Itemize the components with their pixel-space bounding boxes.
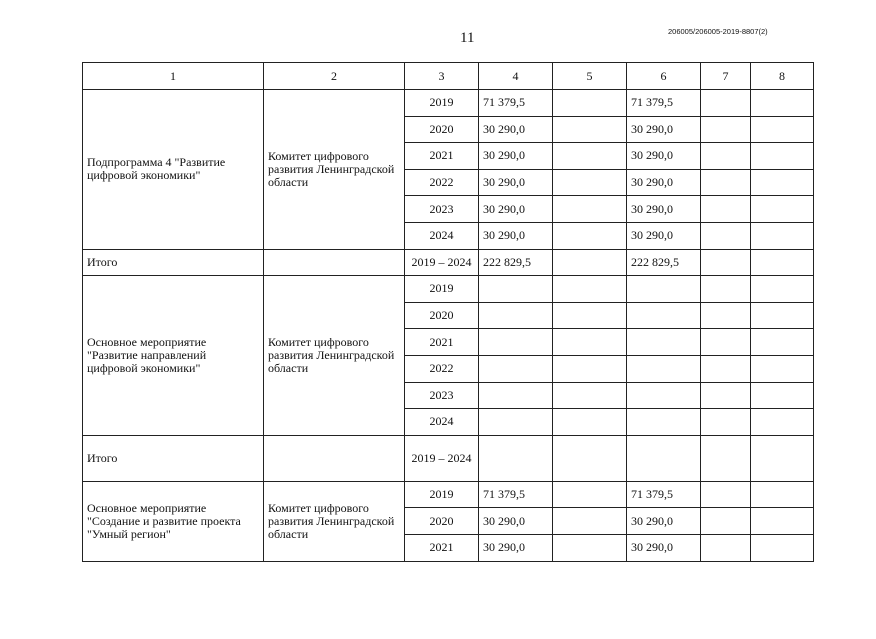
value-cell: [701, 90, 751, 117]
value-cell: [751, 329, 814, 356]
value-cell: [479, 329, 553, 356]
total-row: [83, 249, 814, 276]
value-cell: 71 379,5: [627, 481, 701, 508]
value-cell: [751, 276, 814, 303]
value-cell: [701, 249, 751, 276]
year-cell: 2024: [405, 222, 479, 249]
value-cell: [751, 508, 814, 535]
total-row: [83, 435, 814, 481]
value-cell: [553, 116, 627, 143]
value-cell: [701, 508, 751, 535]
value-cell: [553, 143, 627, 170]
value-cell: 30 290,0: [479, 143, 553, 170]
page-number: 11: [460, 30, 475, 46]
value-cell: [701, 534, 751, 561]
value-cell: [751, 169, 814, 196]
value-cell: [701, 481, 751, 508]
value-cell: [479, 355, 553, 382]
value-cell: [751, 382, 814, 409]
table-row: [83, 481, 814, 508]
value-cell: [751, 249, 814, 276]
value-cell: 30 290,0: [627, 169, 701, 196]
value-cell: [701, 196, 751, 223]
year-cell: 2020: [405, 302, 479, 329]
value-cell: [553, 222, 627, 249]
value-cell: [553, 276, 627, 303]
value-cell: 30 290,0: [627, 222, 701, 249]
value-cell: [553, 196, 627, 223]
column-header: 3: [405, 63, 479, 90]
executor-cell: [264, 435, 405, 481]
value-cell: 30 290,0: [627, 534, 701, 561]
value-cell: [627, 355, 701, 382]
value-cell: [701, 222, 751, 249]
value-cell: [479, 409, 553, 436]
year-cell: 2019: [405, 90, 479, 117]
value-cell: 30 290,0: [479, 222, 553, 249]
value-cell: 71 379,5: [627, 90, 701, 117]
value-cell: [553, 302, 627, 329]
value-cell: 30 290,0: [479, 508, 553, 535]
header-row: [83, 63, 814, 90]
value-cell: [701, 143, 751, 170]
value-cell: 71 379,5: [479, 481, 553, 508]
value-cell: 30 290,0: [479, 116, 553, 143]
period-cell: 2019 – 2024: [405, 249, 479, 276]
value-cell: [751, 116, 814, 143]
value-cell: 222 829,5: [627, 249, 701, 276]
executor-cell: Комитет цифрового развития Ленинградской области: [264, 481, 405, 561]
column-header: 4: [479, 63, 553, 90]
value-cell: [751, 409, 814, 436]
value-cell: [479, 302, 553, 329]
value-cell: [553, 90, 627, 117]
year-cell: 2024: [405, 409, 479, 436]
table-body: [83, 90, 814, 562]
value-cell: [627, 329, 701, 356]
year-cell: 2020: [405, 116, 479, 143]
program-name-cell: Основное мероприятие "Развитие направлений цифровой экономики": [83, 276, 264, 436]
year-cell: 2023: [405, 196, 479, 223]
value-cell: [751, 355, 814, 382]
value-cell: [479, 382, 553, 409]
column-header: 1: [83, 63, 264, 90]
value-cell: [701, 409, 751, 436]
value-cell: [701, 435, 751, 481]
value-cell: [751, 481, 814, 508]
column-header: 7: [701, 63, 751, 90]
year-cell: 2023: [405, 382, 479, 409]
value-cell: [751, 302, 814, 329]
value-cell: [553, 409, 627, 436]
value-cell: [751, 90, 814, 117]
value-cell: 71 379,5: [479, 90, 553, 117]
value-cell: [627, 435, 701, 481]
total-label: Итого: [83, 249, 264, 276]
value-cell: [701, 276, 751, 303]
value-cell: [479, 276, 553, 303]
value-cell: [701, 116, 751, 143]
value-cell: [701, 355, 751, 382]
year-cell: 2022: [405, 169, 479, 196]
budget-table: [82, 62, 814, 562]
value-cell: [751, 196, 814, 223]
year-cell: 2019: [405, 481, 479, 508]
column-header: 8: [751, 63, 814, 90]
value-cell: [751, 534, 814, 561]
period-cell: 2019 – 2024: [405, 435, 479, 481]
value-cell: 222 829,5: [479, 249, 553, 276]
value-cell: [701, 329, 751, 356]
value-cell: [701, 169, 751, 196]
value-cell: 30 290,0: [479, 169, 553, 196]
value-cell: [627, 409, 701, 436]
value-cell: 30 290,0: [479, 534, 553, 561]
value-cell: [751, 435, 814, 481]
table-row: [83, 276, 814, 303]
value-cell: 30 290,0: [627, 143, 701, 170]
value-cell: [553, 169, 627, 196]
year-cell: 2019: [405, 276, 479, 303]
total-label: Итого: [83, 435, 264, 481]
value-cell: [553, 249, 627, 276]
value-cell: [627, 302, 701, 329]
column-header: 5: [553, 63, 627, 90]
program-name-cell: Основное мероприятие "Создание и развитие проекта "Умный регион": [83, 481, 264, 561]
value-cell: 30 290,0: [627, 508, 701, 535]
value-cell: [553, 508, 627, 535]
value-cell: 30 290,0: [627, 196, 701, 223]
executor-cell: [264, 249, 405, 276]
value-cell: [479, 435, 553, 481]
year-cell: 2022: [405, 355, 479, 382]
value-cell: [553, 534, 627, 561]
value-cell: [701, 382, 751, 409]
value-cell: [751, 143, 814, 170]
year-cell: 2021: [405, 534, 479, 561]
document-id: 206005/206005-2019-8807(2): [668, 27, 768, 36]
executor-cell: Комитет цифрового развития Ленинградской области: [264, 276, 405, 436]
program-name-cell: Подпрограмма 4 "Развитие цифровой экономики": [83, 90, 264, 250]
column-header: 6: [627, 63, 701, 90]
value-cell: [627, 382, 701, 409]
value-cell: [553, 329, 627, 356]
value-cell: [751, 222, 814, 249]
table-row: [83, 90, 814, 117]
value-cell: [627, 276, 701, 303]
value-cell: 30 290,0: [479, 196, 553, 223]
year-cell: 2020: [405, 508, 479, 535]
column-header: 2: [264, 63, 405, 90]
value-cell: [553, 435, 627, 481]
value-cell: [553, 355, 627, 382]
executor-cell: Комитет цифрового развития Ленинградской области: [264, 90, 405, 250]
value-cell: [701, 302, 751, 329]
year-cell: 2021: [405, 329, 479, 356]
value-cell: [553, 481, 627, 508]
year-cell: 2021: [405, 143, 479, 170]
value-cell: [553, 382, 627, 409]
value-cell: 30 290,0: [627, 116, 701, 143]
